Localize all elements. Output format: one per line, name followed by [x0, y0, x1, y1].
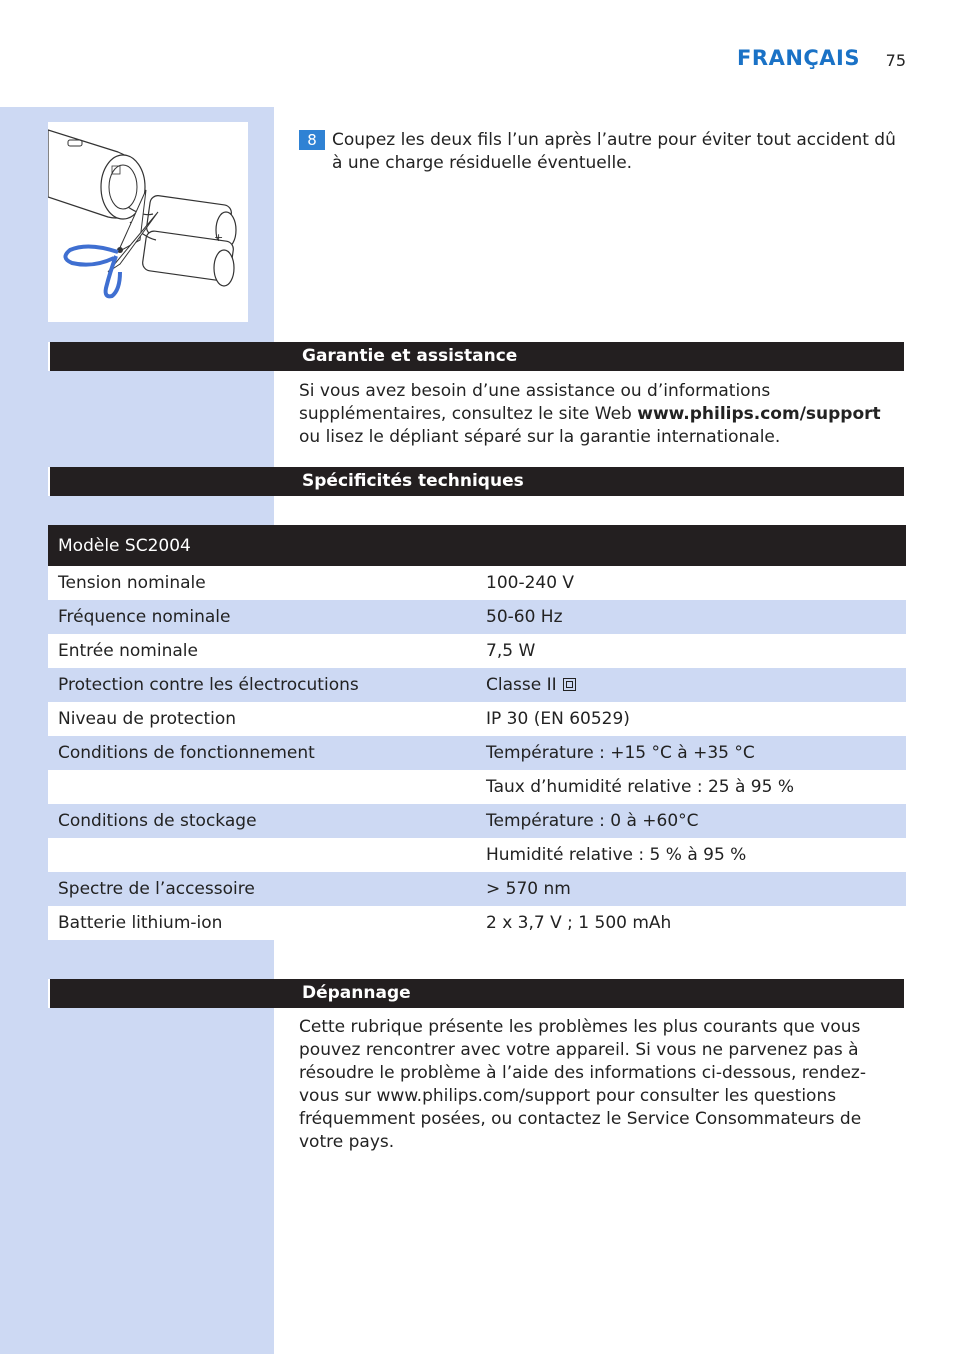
table-row — [48, 736, 906, 770]
page-number: 75 — [885, 51, 906, 70]
table-row — [48, 668, 906, 702]
table-row — [48, 804, 906, 838]
class-ii-icon — [563, 678, 576, 691]
spec-value: Température : 0 à +60°C — [476, 804, 906, 838]
warranty-text-after: ou lisez le dépliant séparé sur la garantie internationale. — [299, 427, 781, 447]
table-row — [48, 770, 906, 804]
step-8 — [299, 129, 904, 175]
table-row — [48, 702, 906, 736]
spec-label — [48, 838, 476, 872]
troubleshooting-paragraph: Cette rubrique présente les problèmes les plus courants que vous pouvez rencontrer avec votre appareil. Si vous ne parvenez pas à résoudre le problème à l’aide des informations ci-dessous, rendez-vous sur www.philips.com/support pour consulter les questions fréquemment posées, ou contactez le Service Consommateurs de votre pays. — [299, 1017, 866, 1152]
section-title-troubleshooting: Dépannage — [302, 983, 411, 1003]
spec-value: Classe II — [486, 675, 557, 695]
section-title-warranty: Garantie et assistance — [302, 346, 518, 366]
section-bar-specs — [48, 467, 904, 496]
step-text: Coupez les deux fils l’un après l’autre pour éviter tout accident dû à une charge résiduelle éventuelle. — [332, 130, 896, 173]
spec-value: IP 30 (EN 60529) — [486, 709, 630, 729]
section-bar-warranty — [48, 342, 904, 371]
spec-value: 50-60 Hz — [476, 600, 906, 634]
spec-label: Entrée nominale — [58, 641, 198, 661]
spec-value: Taux d’humidité relative : 25 à 95 % — [486, 777, 795, 797]
spec-value: 100-240 V — [486, 573, 575, 593]
svg-text:+: + — [214, 231, 224, 244]
spec-label: Conditions de stockage — [48, 804, 476, 838]
section-bar-troubleshooting — [48, 979, 904, 1008]
spec-label: Batterie lithium-ion — [58, 913, 223, 933]
table-row — [48, 906, 906, 940]
spec-label: Tension nominale — [58, 573, 206, 593]
table-row — [48, 634, 906, 668]
model-header: Modèle SC2004 — [48, 525, 906, 566]
spec-value: Température : +15 °C à +35 °C — [476, 736, 906, 770]
spec-label: Spectre de l’accessoire — [48, 872, 476, 906]
spec-value: 2 x 3,7 V ; 1 500 mAh — [486, 913, 672, 933]
table-row — [48, 838, 906, 872]
spec-value: > 570 nm — [476, 872, 906, 906]
battery-cutting-illustration — [48, 122, 248, 322]
spec-label: Fréquence nominale — [48, 600, 476, 634]
spec-value: Humidité relative : 5 % à 95 % — [486, 845, 747, 865]
step-number-badge: 8 — [299, 130, 325, 150]
warranty-text-before: Si vous avez besoin d’une assistance ou d’informations supplémentaires, consultez le site Web — [299, 381, 771, 424]
spec-table — [48, 525, 906, 940]
spec-value: 7,5 W — [486, 641, 536, 661]
warranty-paragraph — [299, 380, 905, 449]
spec-label — [48, 770, 476, 804]
spec-label: Niveau de protection — [58, 709, 237, 729]
table-row — [48, 566, 906, 600]
language-title: FRANÇAIS — [737, 46, 860, 70]
spec-value-cell — [476, 668, 906, 702]
support-link[interactable]: www.philips.com/support — [637, 404, 881, 424]
scissors-icon — [48, 122, 248, 322]
table-row — [48, 872, 906, 906]
section-title-specs: Spécificités techniques — [302, 471, 524, 491]
spec-label: Protection contre les électrocutions — [48, 668, 476, 702]
spec-label: Conditions de fonctionnement — [48, 736, 476, 770]
table-row — [48, 600, 906, 634]
